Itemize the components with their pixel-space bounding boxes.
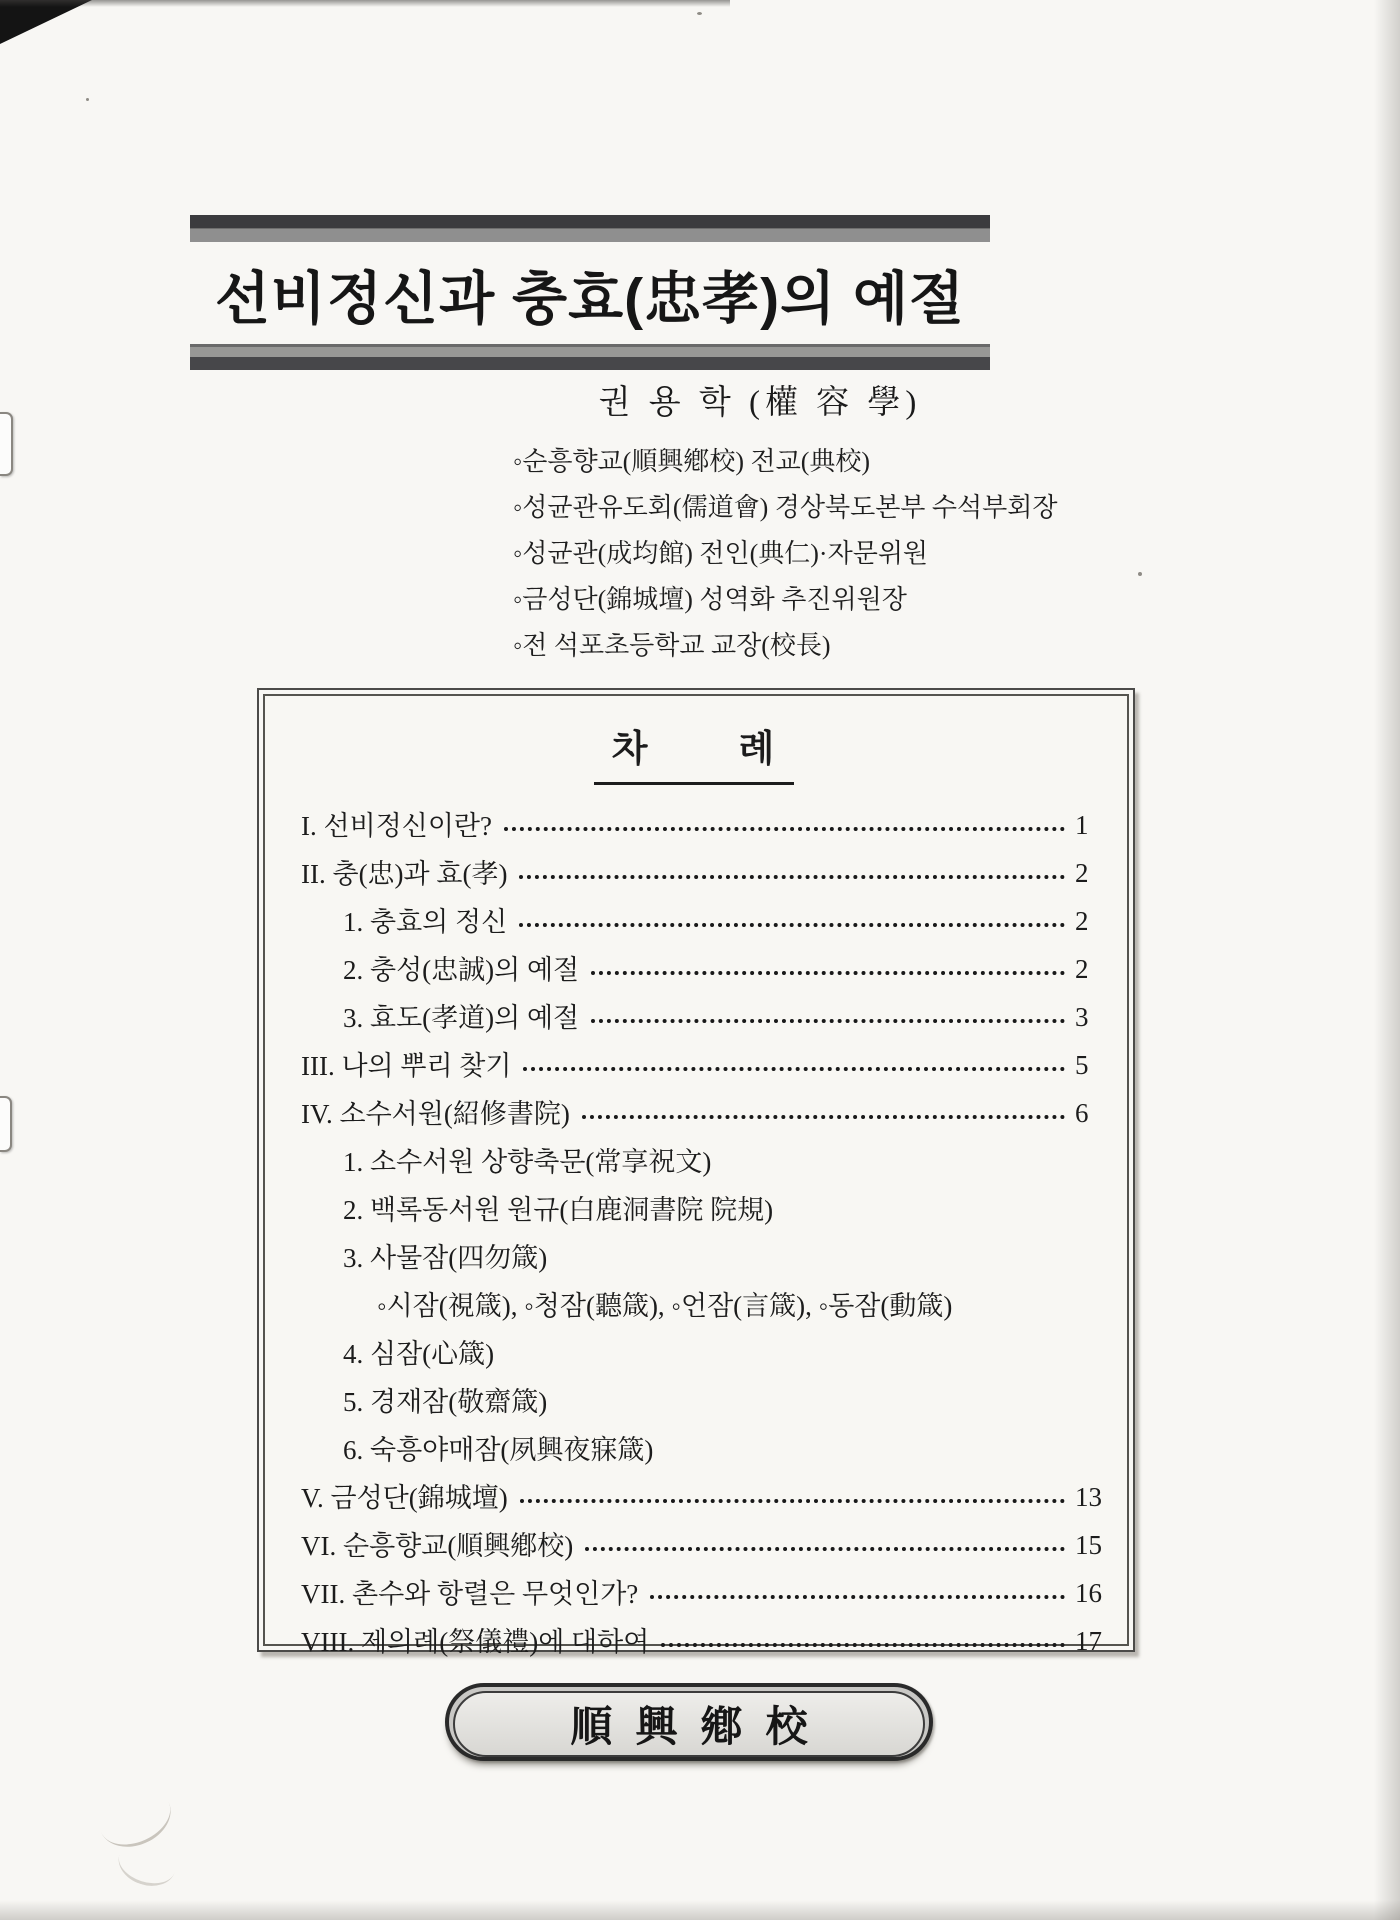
toc-row (279, 1087, 1109, 1135)
scan-edge-right-shadow (1374, 0, 1400, 1920)
toc-row (279, 1567, 1109, 1615)
toc-entry-label: VII. 촌수와 항렬은 무엇인가? (301, 1578, 639, 1609)
toc-row (279, 1375, 1109, 1423)
toc-row (279, 1183, 1109, 1231)
toc-dotted-leader (519, 875, 1065, 879)
author-credential-line: ◦성균관유도회(儒道會) 경상북도본부 수석부회장 (513, 493, 1058, 522)
toc-entry-label: III. 나의 뿌리 찾기 (301, 1050, 512, 1081)
dust-speck (1138, 572, 1142, 576)
title-rule-bottom (190, 344, 990, 370)
toc-entry-label: 5. 경재잠(敬齋箴) (343, 1386, 548, 1417)
scan-edge-bottom-shadow (0, 1900, 1400, 1920)
toc-entry-label: I. 선비정신이란? (301, 810, 492, 841)
toc-dotted-leader (591, 1019, 1065, 1023)
toc-row (279, 1471, 1109, 1519)
toc-heading: 차 례 (594, 718, 794, 785)
toc-page-number: 2 (1075, 905, 1089, 936)
toc-entry-label: 2. 백록동서원 원규(白鹿洞書院 院規) (343, 1194, 774, 1225)
toc-row (279, 799, 1109, 847)
title-rule-top (190, 215, 990, 242)
toc-entry-label: 1. 소수서원 상향축문(常享祝文) (343, 1146, 712, 1177)
binder-staple-mark-bottom (0, 1096, 12, 1152)
toc-page-number: 5 (1075, 1049, 1089, 1080)
toc-entry-label: V. 금성단(錦城壇) (301, 1482, 508, 1513)
toc-page-number: 17 (1075, 1625, 1102, 1656)
toc-entry-label: II. 충(忠)과 효(孝) (301, 858, 508, 889)
toc-row (279, 895, 1109, 943)
toc-dotted-leader (591, 971, 1065, 975)
binder-staple-mark-top (0, 412, 13, 476)
scan-edge-top-shadow (0, 0, 730, 7)
toc-dotted-leader (519, 923, 1065, 927)
toc-dotted-leader (585, 1547, 1065, 1551)
toc-dotted-leader (661, 1643, 1065, 1647)
toc-entry-label: 1. 충효의 정신 (343, 906, 508, 937)
author-credential-line: ◦금성단(錦城壇) 성역화 추진위원장 (513, 585, 907, 614)
toc-row (279, 1423, 1109, 1471)
toc-page-number: 3 (1075, 1001, 1089, 1032)
toc-row (279, 991, 1109, 1039)
toc-page-number: 16 (1075, 1577, 1102, 1608)
toc-row (279, 847, 1109, 895)
toc-dotted-leader (504, 827, 1065, 831)
toc-row (279, 1135, 1109, 1183)
toc-row (279, 1279, 1109, 1327)
toc-entry-label: 6. 숙흥야매잠(夙興夜寐箴) (343, 1434, 654, 1465)
toc-entry-label: VI. 순흥향교(順興鄕校) (301, 1530, 574, 1561)
toc-entry-label: 3. 효도(孝道)의 예절 (343, 1002, 580, 1033)
toc-page-number: 13 (1075, 1481, 1102, 1512)
toc-row (279, 1039, 1109, 1087)
toc-row (279, 1327, 1109, 1375)
toc-page-number: 2 (1075, 953, 1089, 984)
toc-heading-wrap (279, 718, 1109, 785)
toc-entry-label: VIII. 제의례(祭儀禮)에 대하여 (301, 1626, 650, 1657)
dust-speck (86, 98, 89, 101)
toc-dotted-leader (582, 1115, 1065, 1119)
footer-seal-badge (445, 1683, 933, 1761)
dust-speck (697, 12, 702, 15)
toc-dotted-leader (520, 1499, 1065, 1503)
toc-entry-label: 4. 심잠(心箴) (343, 1338, 495, 1369)
footer-seal-text: 順興鄕校 (453, 1691, 925, 1757)
author-credential-line: ◦순흥향교(順興鄕校) 전교(典校) (513, 447, 871, 476)
author-credential-line: ◦전 석포초등학교 교장(校長) (513, 631, 831, 660)
toc-row (279, 1231, 1109, 1279)
author-name: 권 용 학 (權 容 學) (598, 385, 922, 421)
toc-box (257, 688, 1135, 1657)
toc-entry-label: ◦시잠(視箴), ◦청잠(聽箴), ◦언잠(言箴), ◦동잠(動箴) (377, 1290, 953, 1321)
document-title: 선비정신과 충효(忠孝)의 예절 (214, 267, 966, 331)
author-block (505, 376, 1085, 669)
toc-page-number: 15 (1075, 1529, 1102, 1560)
toc-row (279, 943, 1109, 991)
toc-list (279, 799, 1109, 1663)
title-banner (190, 215, 990, 370)
toc-dotted-leader (523, 1067, 1065, 1071)
toc-row (279, 1615, 1109, 1663)
toc-row (279, 1519, 1109, 1567)
toc-page-number: 1 (1075, 809, 1089, 840)
toc-dotted-leader (650, 1595, 1065, 1599)
toc-entry-label: 2. 충성(忠誠)의 예절 (343, 954, 580, 985)
toc-page-number: 2 (1075, 857, 1089, 888)
toc-entry-label: 3. 사물잠(四勿箴) (343, 1242, 548, 1273)
author-credential-line: ◦성균관(成均館) 전인(典仁)·자문위원 (513, 539, 929, 568)
author-credentials-list (505, 439, 1085, 669)
toc-page-number: 6 (1075, 1097, 1089, 1128)
toc-entry-label: IV. 소수서원(紹修書院) (301, 1098, 570, 1129)
